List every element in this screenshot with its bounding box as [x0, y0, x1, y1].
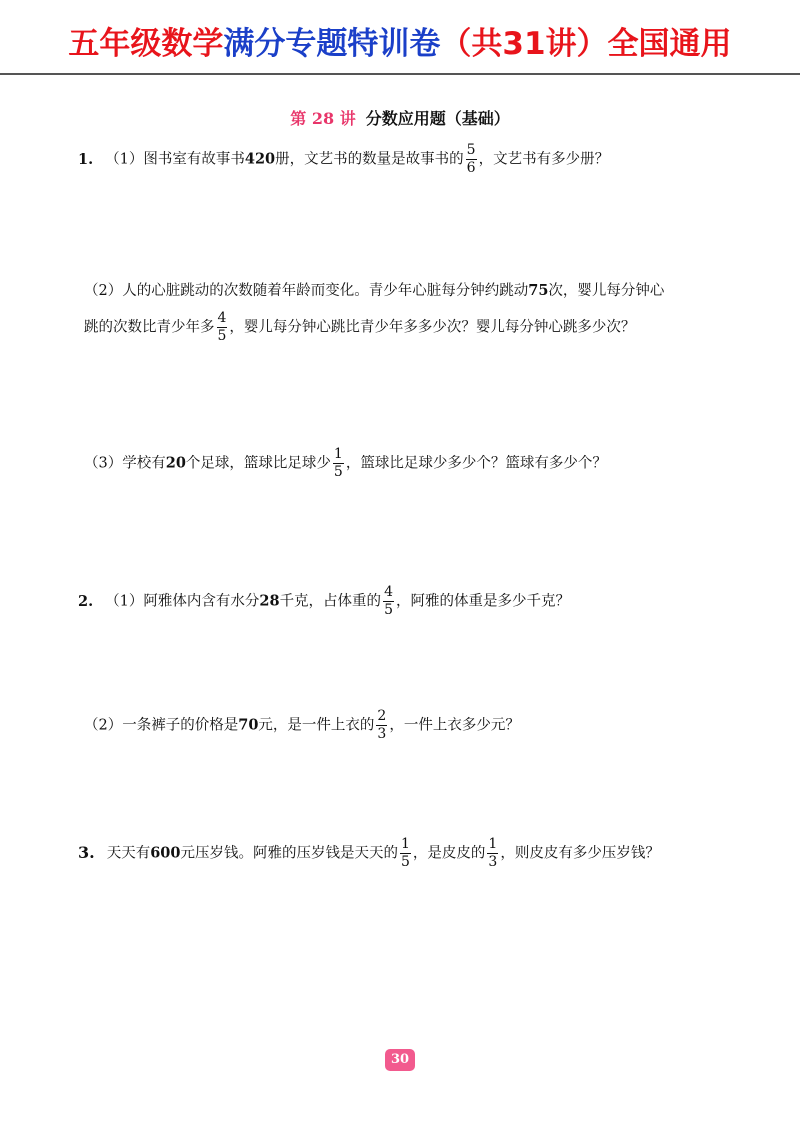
worksheet-banner: [0, 24, 800, 64]
lesson-name: 分数应用题（基础）: [365, 109, 510, 128]
fraction: $\frac{1}{5}$: [400, 836, 410, 870]
question-1-part-1: 1. （1）图书室有故事书420册，文艺书的数量是故事书的 $\frac{5}{6}$ ，文艺书有多少册？: [78, 142, 610, 176]
question-number: 1.: [78, 150, 94, 168]
question-number: 3.: [78, 842, 95, 862]
question-2-part-2: （2）一条裤子的价格是70元，是一件上衣的 $\frac{2}{3}$ ，一件上衣多少元？: [84, 708, 520, 742]
banner-scope: （共31讲）全国通用: [440, 26, 732, 62]
question-3: 3. 天天有600元压岁钱。阿雅的压岁钱是天天的 $\frac{1}{5}$ ，是皮皮的 $\frac{1}{3}$ ，则皮皮有多少压岁钱？: [78, 836, 660, 870]
lesson-title: [0, 106, 800, 129]
banner-grade: 五年级数学: [68, 26, 224, 62]
fraction: $\frac{1}{5}$: [333, 446, 343, 480]
question-number: 2.: [78, 592, 94, 610]
fraction: $\frac{1}{3}$: [488, 836, 498, 870]
banner-series: 满分专题特训卷: [223, 26, 441, 62]
fraction: $\frac{4}{5}$: [384, 584, 393, 618]
page-number: 30: [385, 1049, 415, 1071]
fraction: $\frac{5}{6}$: [466, 142, 476, 176]
header-divider: [0, 73, 800, 75]
question-1-part-3: （3）学校有20个足球，篮球比足球少 $\frac{1}{5}$ ，篮球比足球少多少个？篮球有多少个？: [84, 446, 607, 480]
lesson-number: 第 28 讲: [290, 109, 356, 128]
question-1-part-2-line-1: （2）人的心脏跳动的次数随着年龄而变化。青少年心脏每分钟约跳动75次，婴儿每分钟心: [84, 282, 665, 299]
question-2-part-1: 2. （1）阿雅体内含有水分28千克，占体重的 $\frac{4}{5}$ ，阿雅的体重是多少千克？: [78, 584, 570, 618]
question-1-part-2-line-2: 跳的次数比青少年多 $\frac{4}{5}$ ，婴儿每分钟心跳比青少年多多少次？婴儿每分钟心跳多少次？: [84, 310, 636, 344]
fraction: $\frac{4}{5}$: [217, 310, 227, 344]
fraction: $\frac{2}{3}$: [377, 708, 387, 742]
